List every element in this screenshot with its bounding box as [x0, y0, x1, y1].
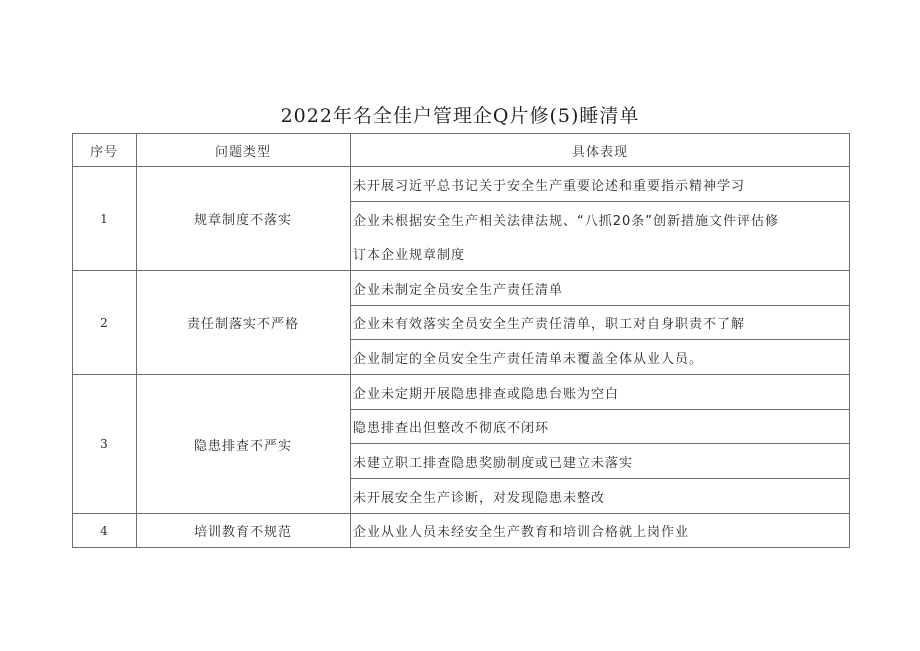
detail-item: 企业未定期开展隐患排查或隐患台账为空白 [353, 386, 620, 402]
row-category: 责任制落实不严格 [186, 317, 299, 332]
row-category: 规章制度不落实 [193, 213, 292, 228]
detail-item: 企业未根据安全生产相关法律法规、“八抓20条”创新措施文件评估修 [353, 213, 780, 229]
detail-item: 企业从业人员未经安全生产教育和培训合格就上岗作业 [353, 525, 690, 540]
header-category: 问题类型 [214, 144, 271, 160]
row-index: 1 [100, 211, 108, 226]
detail-item: 未开展习近平总书记关于安全生产重要论述和重要指示精神学习 [353, 178, 746, 194]
detail-item: 企业未有效落实全员安全生产责任清单，职工对自身职责不了解 [353, 317, 746, 332]
header-index: 序号 [89, 144, 118, 160]
issue-table [72, 133, 850, 548]
detail-item: 订本企业规章制度 [353, 247, 466, 263]
row-index: 4 [100, 523, 108, 538]
row-category: 隐患排查不严实 [193, 438, 292, 454]
detail-item: 企业制定的全员安全生产责任清单未覆盖全体从业人员。 [353, 351, 704, 367]
detail-item: 企业未制定全员安全生产责任清单 [353, 282, 564, 298]
detail-item: 隐患排查出但整改不彻底不闭环 [353, 421, 550, 436]
row-index: 3 [100, 437, 108, 451]
table-border-bottom [72, 547, 850, 548]
detail-item: 未开展安全生产诊断，对发现隐患未整改 [353, 490, 606, 506]
detail-item: 未建立职工排查隐患奖励制度或已建立未落实 [353, 455, 634, 471]
row-category: 培训教育不规范 [193, 525, 292, 540]
document-title: 2022年名全佳户管理企Q片修(5)睡清单 [280, 105, 640, 127]
header-details: 具体表现 [571, 144, 628, 160]
row-index: 2 [100, 315, 108, 330]
